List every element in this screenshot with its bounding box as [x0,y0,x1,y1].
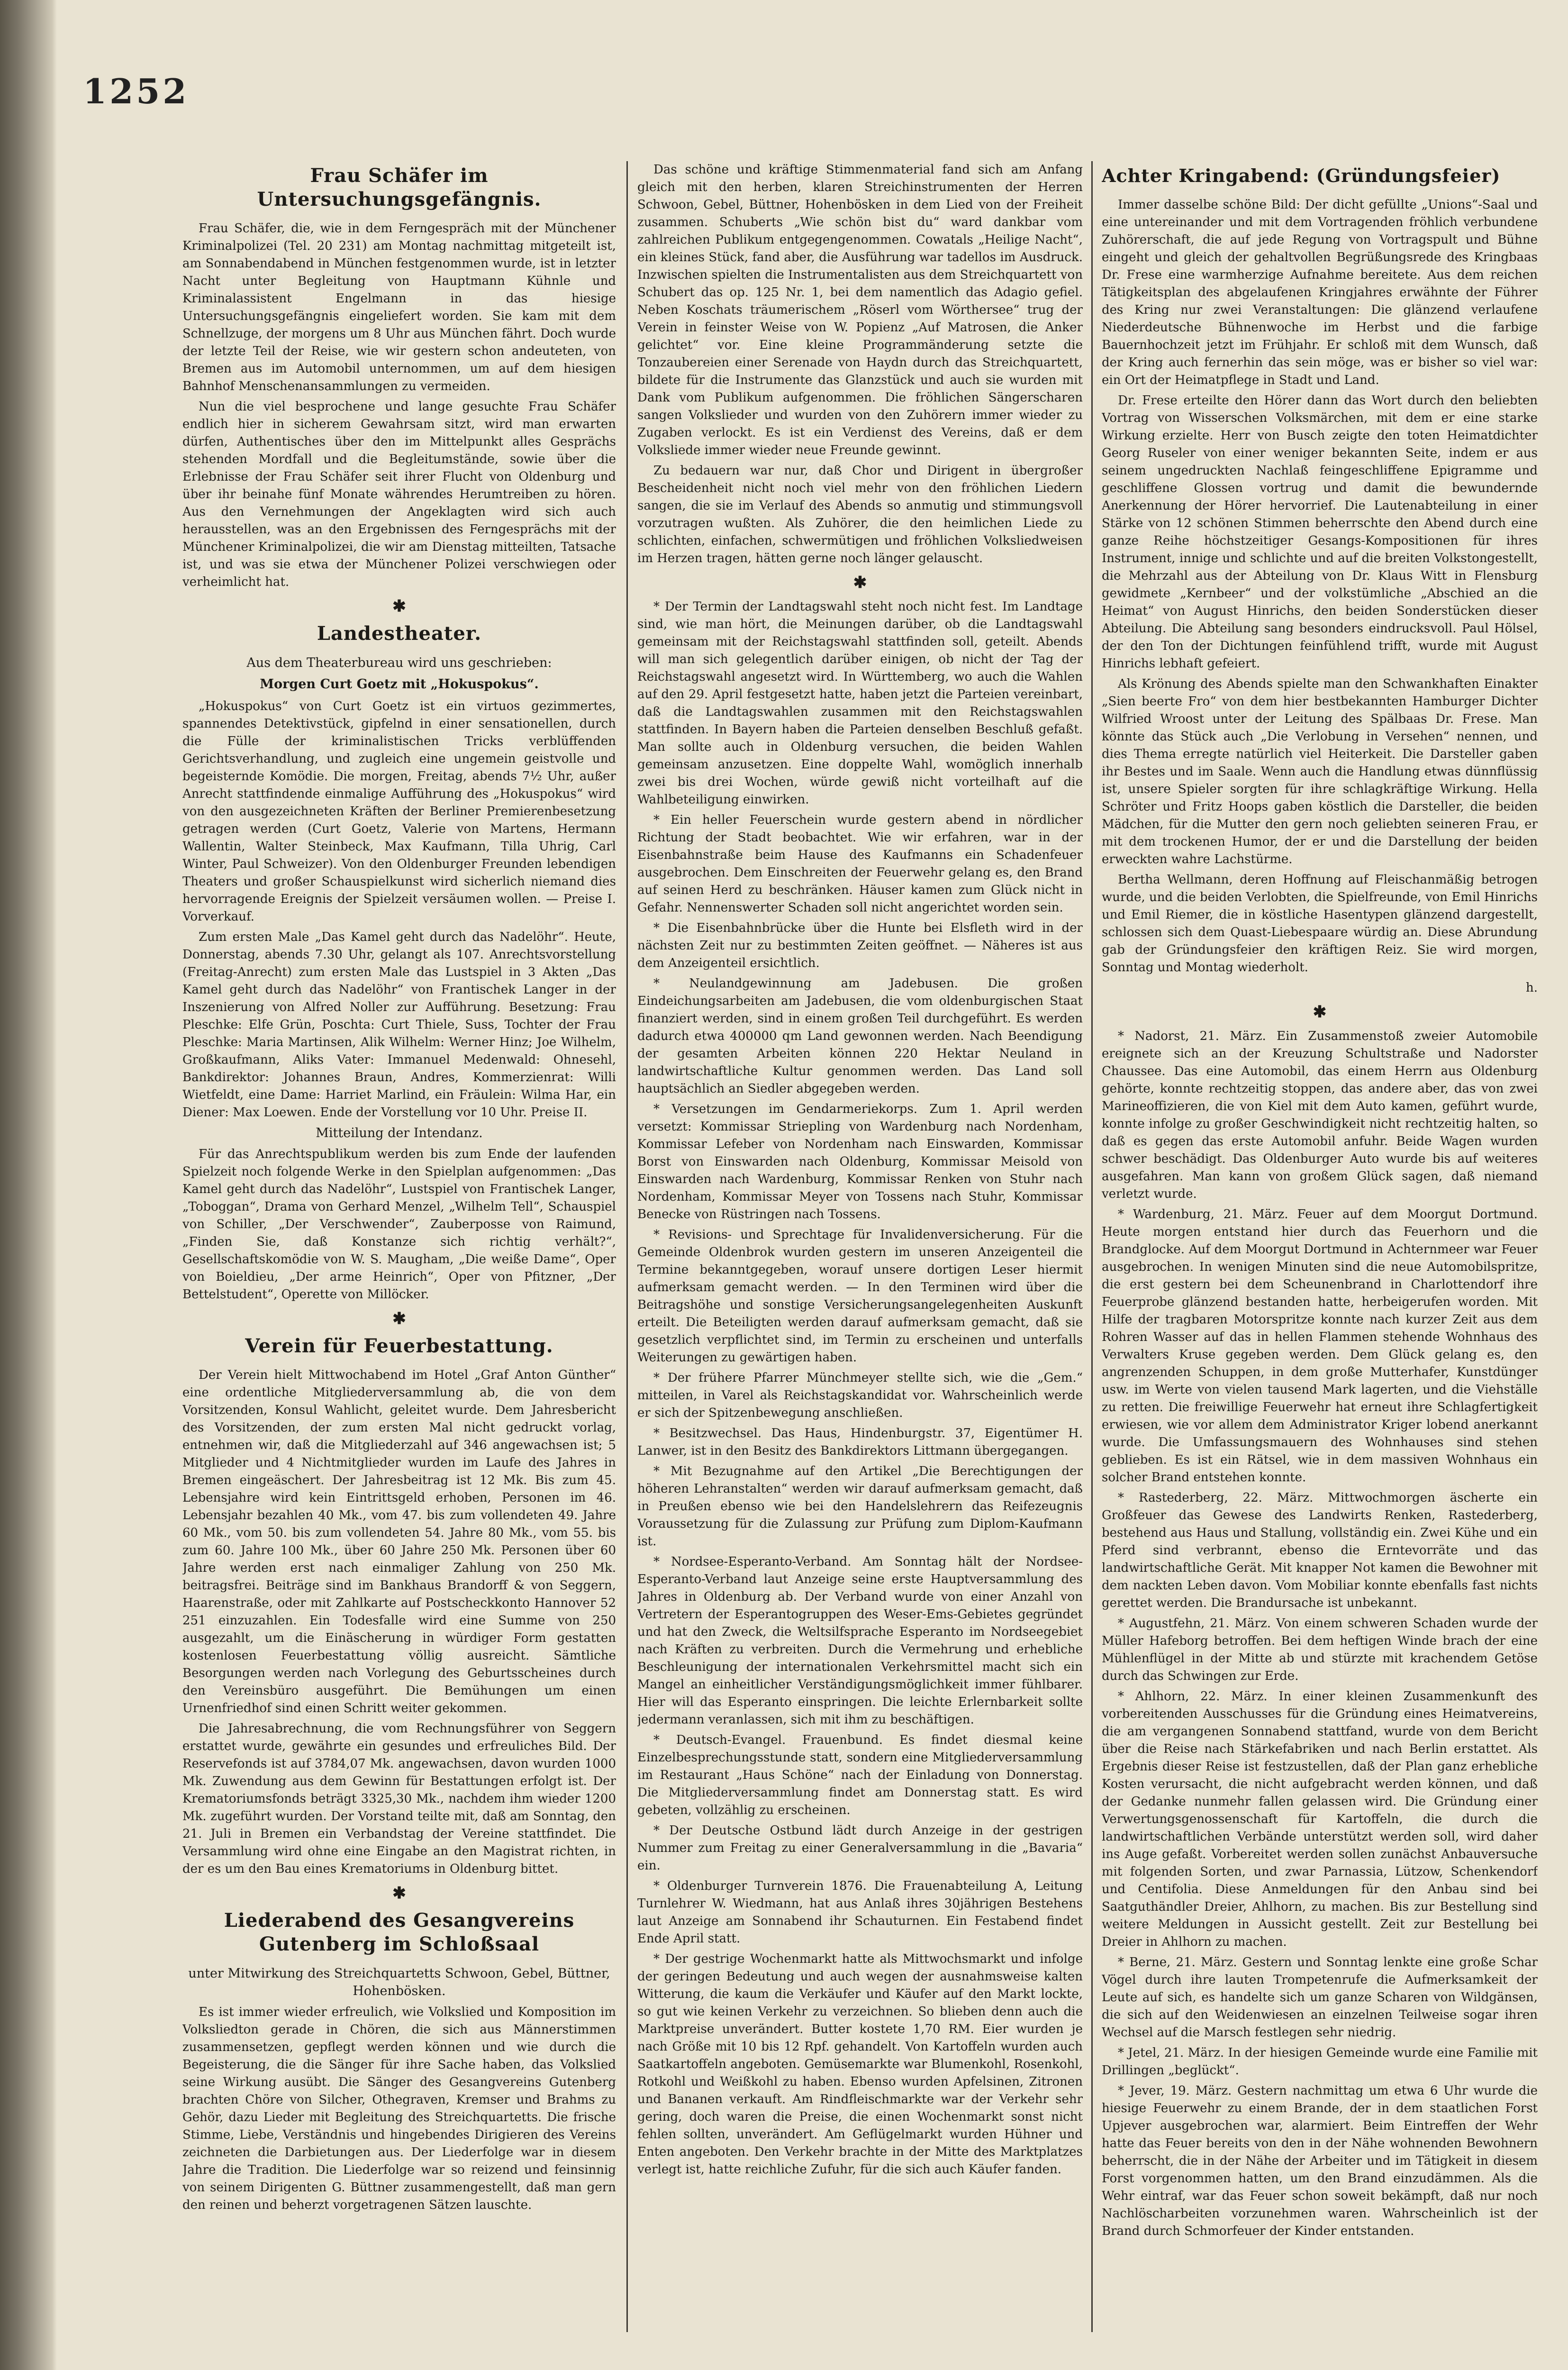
column-1 [182,161,616,2323]
separator-star: ✱ [853,573,867,592]
headline-liederabend: Liederabend des Gesangvereins Gutenberg im Schloßsaal [224,1909,575,1955]
article-paragraph: Zum ersten Male „Das Kamel geht durch das Nadelöhr“. Heute, Donnerstag, abends 7.30 Uhr, gelangt als 107. Anrechtsvorstellung (Freitag-Anrecht) zum ersten Male das Lustspiel in 3 Akten „Das Kamel geht durch das Nadelöhr“ von Frantischek Langer in der Inszenierung von Alfred Noller zur Aufführung. Besetzung: Frau Pleschke: Elfe Grün, Poschta: Curt Thiele, Suss, Tochter der Frau Pleschke: Maria Martinsen, Alik Wilhelm: Werner Hinz; Joe Wilhelm, Großkaufmann, Aliks Vater: Immanuel Medenwald: Ohnesehl, Bankdirektor: Johannes Braun, Andres, Kommerzienrat: Willi Wietfeldt, eine Dame: Harriet Marlind, ein Fräulein: Wilma Har, ein Diener: Max Loewen. Ende der Vorstellung vor 10 Uhr. Preise II. [182,930,616,1120]
subheading: Morgen Curt Goetz mit „Hokuspokus“. [260,677,539,692]
headline-landestheater: Landestheater. [317,622,482,645]
news-item: * Deutsch-Evangel. Frauenbund. Es findet diesmal keine Einzelbesprechungsstunde statt, sondern eine Mitgliederversammlung im Restaurant „Haus Schöne“ nach der Einladung von Donnerstag. Die Mitgliederversammlung findet am Donnerstag statt. Es wird gebeten, vollzählig zu erscheinen. [637,1733,1083,1817]
headline-kringabend: Achter Kringabend: (Gründungsfeier) [1102,165,1501,186]
news-item: * Nordsee-Esperanto-Verband. Am Sonntag hält der Nordsee-Esperanto-Verband laut Anzeige seine erste Hauptversammlung des Jahres in Oldenburg ab. Der Verband wurde von einer Anzahl von Vertretern der Esperantogruppen des Weser-Ems-Gebietes gegründet und hat den Zweck, die Weltsilfsprache Esperanto im Nordseegebiet nach Kräften zu verbreiten. Durch die Vermehrung und erhebliche Beschleunigung der internationalen Verkehrsmittel macht sich ein Mangel an einheitlicher Verständigungsmöglichkeit immer fühlbarer. Hier will das Esperanto einspringen. Die leichte Erlernbarkeit sollte jedermann veranlassen, sich mit ihm zu beschäftigen. [637,1555,1083,1727]
separator-star: ✱ [392,597,406,616]
article-paragraph: „Hokuspokus“ von Curt Goetz ist ein virtuos gezimmertes, spannendes Detektivstück, gipfelnd in einer sensationellen, durch die Fülle der kriminalistischen Tricks verblüffenden Gerichtsverhandlung, und zugleich eine ungemein geistvolle und begeisternde Komödie. Die morgen, Freitag, abends 7½ Uhr, außer Anrecht stattfindende einmalige Aufführung des „Hokuspokus“ wird von den ausgezeichneten Kräften der Berliner Premierenbesetzung getragen werden (Curt Goetz, Valerie von Martens, Hermann Wallentin, Walter Steinbeck, Max Kaufmann, Tilla Uhrig, Carl Winter, Paul Schweizer). Von den Oldenburger Freunden lebendigen Theaters und großer Schauspielkunst wird sicherlich niemand dies hervorragende Ereignis der Spielzeit versäumen wollen. — Preise I. Vorverkauf. [182,699,616,924]
article-paragraph: Es ist immer wieder erfreulich, wie Volkslied und Komposition im Volksliedton gerade in Chören, die sich aus Männerstimmen zusammensetzen, gepflegt werden können und wie durch die Begeisterung, die die Sänger für ihre Sache haben, das Volkslied seine Wirkung ausübt. Die Sänger des Gesangvereins Gutenberg brachten Chöre von Silcher, Othegraven, Kremser und Brahms zu Gehör, dazu Lieder mit Begleitung des Streichquartetts. Die frische Stimme, Liebe, Verständnis und hingebendes Dirigieren des Vereins zeichneten die Darbietungen aus. Der Liederfolge war in diesem Jahre die Tradition. Die Liederfolge war so reizend und feinsinnig von seinem Dirigenten G. Büttner zusammengestellt, daß man gern den reinen und beherzt vorgetragenen Sätzen lauschte. [182,2005,616,2212]
news-item: * Der frühere Pfarrer Münchmeyer stellte sich, wie die „Gem.“ mitteilen, in Varel als Reichstagskandidat vor. Wahrscheinlich werde er sich der Spitzenbewegung anschließen. [637,1371,1083,1420]
subheading: Aus dem Theaterbureau wird uns geschrieben: [246,656,552,670]
news-item: * Berne, 21. März. Gestern und Sonntag lenkte eine große Schar Vögel durch ihre lauten Trompetenrufe die Aufmerksamkeit der Leute auf sich, es handelte sich um ganze Scharen von Wildgänsen, die sich auf den Weidenwiesen an einzelnen Teilweise sogar ihren Wechsel auf die Marsch festlegen sehr niedrig. [1102,1955,1538,2040]
author-signature: h. [1525,981,1538,995]
news-item: * Wardenburg, 21. März. Feuer auf dem Moorgut Dortmund. Heute morgen entstand hier durch das Feuerhorn und die Brandglocke. Auf dem Moorgut Dortmund in Achternmeer war Feuer ausgebrochen. In wenigen Minuten sind die neue Automobilspritze, die erst gestern bei dem Scheunenbrand in Charlottendorf ihre Feuerprobe glänzend bestanden hatte, herbeigerufen worden. Mit Hilfe der tragbaren Motorspritze konnte nach kurzer Zeit aus dem Rohren Wasser auf das in hellen Flammen stehende Wohnhaus des Verwalters Kruse gegeben werden. Dem Glück gelang es, den angrenzenden Schuppen, in dem große Mutterhafer, Kunstdünger usw. im Werte von vielen tausend Mark lagerten, und die Viehställe zu retten. Die freiwillige Feuerwehr hat erneut ihre Schlagfertigkeit erwiesen, wie vor allem dem Administrator Kriger lobend anerkannt wurde. Die Umfassungsmauern des Wohnhauses sind stehen geblieben. Es ist ein Rätsel, wie in dem massiven Wohnhaus ein solcher Brand entstehen konnte. [1102,1207,1538,1485]
column-rule [1091,161,1093,2332]
article-paragraph: Als Krönung des Abends spielte man den Schwankhaften Einakter „Sien beerte Fro“ von dem hier bestbekannten Hamburger Dichter Wilfried Wroost unter der Leitung des Spälbaas Dr. Frese. Man könnte das Stück auch „Die Verlobung in Versehen“ nennen, und dies Thema erregte natürlich viel Heiterkeit. Die Darsteller gaben ihr Bestes und im Saale. Wenn auch die Handlung etwas dünnflüssig ist, unsere Spieler sorgten für ihre schlagkräftige Wirkung. Hella Schröter und Fritz Hoops gaben köstlich die Darsteller, die beiden Mädchen, für die Mutter den gern noch geliebten seineren Frau, er mit dem trockenen Humor, der er und die Darstellung der beiden erweckten wahre Lachstürme. [1102,677,1538,866]
news-item: * Augustfehn, 21. März. Von einem schweren Schaden wurde der Müller Hafeborg betroffen. Bei dem heftigen Winde brach der eine Mühlenflügel in der Mitte ab und stürzte mit krachendem Getöse durch das Schwingen zur Erde. [1102,1616,1538,1683]
article-paragraph: Frau Schäfer, die, wie in dem Ferngespräch mit der Münchener Kriminalpolizei (Tel. 20 231) am Montag nachmittag mitgeteilt ist, am Sonnabendabend in München festgenommen wurde, ist in letzter Nacht unter Begleitung von Hauptmann Kühnle und Kriminalassistent Engelmann in das hiesige Untersuchungsgefängnis eingeliefert worden. Sie kam mit dem Schnellzuge, der morgens um 8 Uhr aus München fährt. Doch wurde der letzte Teil der Reise, wie wir gestern schon andeuteten, von Bremen aus im Automobil unternommen, um auf dem hiesigen Bahnhof Menschenansammlungen zu vermeiden. [182,221,616,393]
subheading: unter Mitwirkung des Streichquartetts Schwoon, Gebel, Büttner, Hohenbösken. [188,1966,610,1998]
page-number: 1252 [83,71,190,111]
news-item: * Die Eisenbahnbrücke über die Hunte bei Elsfleth wird in der nächsten Zeit nur zu bestimmten Zeiten geöffnet. — Näheres ist aus dem Anzeigenteil ersichtlich. [637,921,1083,970]
news-item: * Der Deutsche Ostbund lädt durch Anzeige in der gestrigen Nummer zum Freitag zu einer Generalversammlung in die „Bavaria“ ein. [637,1823,1083,1873]
article-paragraph: Immer dasselbe schöne Bild: Der dicht gefüllte „Unions“-Saal und eine untereinander und mit dem Vortragenden fröhlich verbundene Zuhörerschaft, die auf jede Regung von Vortragspult und Bühne eingeht und gleich der gehaltvollen Begrüßungsrede des Kringbaas Dr. Frese eine warmherzige Aufnahme bereitete. Aus dem reichen Tätigkeitsplan des abgelaufenen Kringjahres erwähnte der Führer des Kring nur zwei Veranstaltungen: Die glänzend verlaufene Niederdeutsche Bühnenwoche im Herbst und die farbige Bauernhochzeit jetzt im Frühjahr. Er schloß mit dem Wunsch, daß der Kring auch fernerhin das sein möge, was er bisher so viel war: ein Ort der Heimatpflege in Stadt und Land. [1102,198,1538,387]
column-3 [1102,161,1538,2323]
news-item: * Nadorst, 21. März. Ein Zusammenstoß zweier Automobile ereignete sich an der Kreuzung Schultstraße und Nadorster Chaussee. Das eine Automobil, das einem Herrn aus Oldenburg gehörte, konnte rechtzeitig stoppen, das andere aber, das von zwei Marineoffizieren, die von Kiel mit dem Auto kamen, geführt wurde, konnte infolge zu großer Geschwindigkeit nicht rechtzeitig halten, so daß es gegen das erste Automobil anfuhr. Beide Wagen wurden schwer beschädigt. Das Oldenburger Auto wurde bis auf weiteres ausgefahren. Man kann von großem Glück sagen, daß niemand verletzt wurde. [1102,1029,1538,1201]
news-item: * Der Termin der Landtagswahl steht noch nicht fest. Im Landtage sind, wie man hört, die Meinungen darüber, ob die Landtagswahl gemeinsam mit der Reichstagswahl stattfinden soll, geteilt. Abends will man sich gelegentlich darüber einigen, ob nicht der Tag der Reichstagswahl angesetzt wird. In Württemberg, wo auch die Wahlen auf den 29. April festgesetzt hatte, haben jetzt die Parteien vereinbart, daß die Landtagswahlen zusammen mit den Reichstagswahlen stattfinden. In Bayern haben die Parteien denselben Beschluß gefaßt. Man sollte auch in Oldenburg versuchen, die beiden Wahlen gemeinsam anzusetzen. Eine doppelte Wahl, womöglich innerhalb zwei bis drei Wochen, würde gewiß nicht vorteilhaft auf die Wahlbeteiligung einwirken. [637,600,1083,807]
article-paragraph: Nun die viel besprochene und lange gesuchte Frau Schäfer endlich hier in sicherem Gewahrsam sitzt, wird man erwarten dürfen, Authentisches über den im Mittelpunkt alles Gesprächs stehenden Mordfall und die Begleitumstände, sowie über die Erlebnisse der Frau Schäfer seit ihrer Flucht von Oldenburg und über ihr beinahe fünf Monate währendes Herumtreiben zu hören. Aus den Vernehmungen der Angeklagten wird sich auch herausstellen, was an den Ergebnissen des Ferngesprächs mit der Münchener Kriminalpolizei, die wir am Dienstag mitteilten, Tatsache ist, und was sie etwa der Münchener Polizei verschwiegen oder verheimlicht hat. [182,400,616,589]
news-item: * Jever, 19. März. Gestern nachmittag um etwa 6 Uhr wurde die hiesige Feuerwehr zu einem Brande, der in dem staatlichen Forst Upjever ausgebrochen war, alarmiert. Beim Eintreffen der Wehr hatte das Feuer bereits von den in der Nähe wohnenden Bewohnern beherrscht, die in der Nähe der Arbeiter und im Tätigkeit in diesem Forst vorgenommen hatten, um den Brand einzudämmen. Als die Wehr eintraf, war das Feuer schon soweit bekämpft, daß nur noch Nachlöscharbeiten vorzunehmen waren. Wahrscheinlich ist der Brand durch Schmorfeuer der Kinder entstanden. [1102,2084,1538,2238]
column-rule [626,161,628,2332]
news-item: * Neulandgewinnung am Jadebusen. Die großen Eindeichungsarbeiten am Jadebusen, die vom oldenburgischen Staat finanziert werden, sind in einem großen Teil durchgeführt. Es werden dadurch etwa 400000 qm Land gewonnen werden. Nach Beendigung der gesamten Arbeiten können 220 Hektar Neuland in landwirtschaftliche Kultur genommen werden. Das Land soll hauptsächlich an Siedler abgegeben werden. [637,976,1083,1096]
headline-verein-feuerbestattung: Verein für Feuerbestattung. [245,1335,553,1357]
article-paragraph: Für das Anrechtspublikum werden bis zum Ende der laufenden Spielzeit noch folgende Werke in den Spielplan aufgenommen: „Das Kamel geht durch das Nadelöhr“, Lustspiel von Frantischek Langer, „Toboggan“, Drama von Gerhard Menzel, „Wilhelm Tell“, Schauspiel von Schiller, „Der Verschwender“, Zauberposse von Raimund, „Finden Sie, daß Konstanze sich richtig verhält?“, Gesellschaftskomödie von W. S. Maugham, „Die weiße Dame“, Oper von Boieldieu, „Der arme Heinrich“, Oper von Pfitzner, „Der Bettelstudent“, Operette von Millöcker. [182,1147,616,1302]
news-item: * Ein heller Feuerschein wurde gestern abend in nördlicher Richtung der Stadt beobachtet. Wie wir erfahren, war in der Eisenbahnstraße beim Hause des Kaufmanns ein Schadenfeuer ausgebrochen. Dem Einschreiten der Feuerwehr gelang es, den Brand auf seinen Herd zu beschränken. Häuser kamen zum Glück nicht in Gefahr. Nennenswerter Schaden soll nicht angerichtet worden sein. [637,813,1083,915]
news-item: * Ahlhorn, 22. März. In einer kleinen Zusammenkunft des vorbereitenden Ausschusses für die Gründung eines Heimatvereins, die am vergangenen Sonnabend stattfand, wurde von dem Bericht über die Reise nach Stärkefabriken und nach Berlin erstattet. Als Ergebnis dieser Reise ist festzustellen, daß der Plan ganz erhebliche Kosten verursacht, die nicht aufgebracht werden können, und daß der Gedanke nunmehr fallen gelassen wird. Die Gründung einer Verwertungsgenossenschaft für Kartoffeln, die durch die landwirtschaftlichen Verbände unterstützt werden soll, wird daher ins Auge gefaßt. Vorbereitet werden sollen zunächst Anbauversuche mit folgenden Sorten, und zwar Parnassia, Lützow, Schenkendorf und Centifolia. Diese Anmeldungen für den Anbau sind bei Saatguthändler Dreier, Ahlhorn, zu machen. Bis zur Bestellung sind weitere Meldungen in Aussicht gestellt. Zeit zur Bestellung bei Dreier in Ahlhorn zu machen. [1102,1689,1538,1949]
article-paragraph: Die Jahresabrechnung, die vom Rechnungsführer von Seggern erstattet wurde, gewährte ein gesundes und erfreuliches Bild. Der Reservefonds ist auf 3784,07 Mk. angewachsen, davon wurden 1000 Mk. Zuwendung aus dem Gewinn für Bestattungen erfolgt ist. Der Krematoriumsfonds beträgt 3325,30 Mk., nachdem ihm wieder 1200 Mk. zugeführt wurden. Der Vorstand teilte mit, daß am Sonntag, den 21. Juli in Bremen ein Verbandstag der Vereine stattfindet. Die Versammlung wird ohne eine Eingabe an den Magistrat richten, in der es um den Bau eines Krematoriums in Oldenburg bittet. [182,1722,616,1876]
news-item: * Rastederberg, 22. März. Mittwochmorgen äscherte ein Großfeuer das Gewese des Landwirts Renken, Rastederberg, bestehend aus Haus und Stallung, vollständig ein. Zwei Kühe und ein Pferd sind verbrannt, ebenso die Erntevorräte und das landwirtschaftliche Gerät. Mit knapper Not kamen die Bewohner mit dem nackten Leben davon. Vom Mobiliar konnte ebenfalls fast nichts gerettet werden. Die Brandursache ist unbekannt. [1102,1491,1538,1610]
article-paragraph: Der Verein hielt Mittwochabend im Hotel „Graf Anton Günther“ eine ordentliche Mitgliederversammlung ab, die von dem Vorsitzenden, Konsul Wahlicht, geleitet wurde. Dem Jahresbericht des Vorsitzenden, der zum ersten Mal nicht gedruckt vorlag, entnehmen wir, daß die Mitgliederzahl auf 346 angewachsen ist; 5 Mitglieder und 4 Nichtmitglieder wurden im Laufe des Jahres in Bremen eingeäschert. Der Jahresbeitrag ist 12 Mk. Bis zum 45. Lebensjahre wird kein Eintrittsgeld erhoben, Personen im 46. Lebensjahr bezahlen 40 Mk., vom 47. bis zum vollendeten 49. Jahre 60 Mk., vom 50. bis zum vollendeten 54. Jahre 80 Mk., vom 55. bis zum 60. Jahre 100 Mk., über 60 Jahre 250 Mk. Personen über 60 Jahre werden erst nach einmaliger Zahlung von 250 Mk. beitragsfrei. Beiträge sind im Bankhaus Brandorff & von Seggern, Haarenstraße, oder mit Zahlkarte auf Postscheckkonto Hannover 52 251 einzuzahlen. Ein Todesfalle wird eine Summe von 250 ausgezahlt, um die Einäscherung in würdiger Form gestatten kostenlosen Feuerbestattung völlig ausreicht. Sämtliche Besorgungen werden nach Vorlegung des Geburtsscheines durch den Vereinsbüro ausgeführt. Die Bemühungen um einen Urnenfriedhof sind einen Schritt weiter gekommen. [182,1368,616,1715]
news-item: * Besitzwechsel. Das Haus, Hindenburgstr. 37, Eigentümer H. Lanwer, ist in den Besitz des Bankdirektors Littmann übergegangen. [637,1426,1083,1458]
separator-star: ✱ [392,1309,406,1328]
article-paragraph: Zu bedauern war nur, daß Chor und Dirigent in übergroßer Bescheidenheit nicht noch viel mehr von den fröhlichen Liedern sangen, die sie im Verlauf des Abends so anmutig und stimmungsvoll vorzutragen wußten. Als Zuhörer, die den heimlichen Liede zu schlichten, einfachen, schwermütigen und fröhlichen Volksliedweisen im Herzen tragen, hätten gerne noch länger gelauscht. [637,464,1083,565]
headline-frau-schaefer: Frau Schäfer im Untersuchungsgefängnis. [257,164,542,210]
article-paragraph: Das schöne und kräftige Stimmenmaterial fand sich am Anfang gleich mit den herben, klaren Streichinstrumenten der Herren Schwoon, Gebel, Büttner, Hohenbösken in dem Lied von der Freiheit zusammen. Schuberts „Wie schön bist du“ ward dankbar vom zahlreichen Publikum entgegengenommen. Cowatals „Heilige Nacht“, ein kleines Stück, fand aber, die Ausführung war tadellos im Ausdruck. Inzwischen spielten die Instrumentalisten aus dem Streichquartett von Schubert das op. 125 Nr. 1, bei dem namentlich das Adagio gefiel. Neben Koschats träumerischem „Röserl vom Wörthersee“ trug der Verein in feinster Weise von W. Popienz „Auf Matrosen, die Anker gelichtet“ vor. Eine kleine Programmänderung setzte die Tonzaubereien einer Serenade von Haydn durch das Streichquartett, bildete für die Instrumente das Glanzstück und auch sie wurden mit Dank vom Publikum aufgenommen. Die fröhlichen Sängerscharen sangen Volkslieder und wurden von den Zuhörern immer wieder zu Zugaben verlockt. Es ist ein Verdienst des Vereins, daß er dem Volksliede immer wieder neue Freunde gewinnt. [637,163,1083,457]
column-2 [637,161,1083,2342]
news-item: * Der gestrige Wochenmarkt hatte als Mittwochsmarkt und infolge der geringen Bedeutung und auch wegen der ausnahmsweise kalten Witterung, die kaum die Verkäufer und Käufer auf den Markt lockte, so gut wie keinen Verkehr zu verzeichnen. So blieben denn auch die Marktpreise unverändert. Butter kostete 1,70 RM. Eier wurden je nach Größe mit 10 bis 12 Rpf. gehandelt. Von Kartoffeln wurden auch Saatkartoffeln angeboten. Gemüsemarkte war Blumenkohl, Rosenkohl, Rotkohl und Weißkohl zu haben. Ebenso wurden Apfelsinen, Zitronen und Bananen verkauft. Am Rindfleischmarkte war der Verkehr sehr gering, doch waren die Preise, die einen Wochenmarkt sonst nicht fehlen sollten, unverändert. Am Geflügelmarkt wurden Hühner und Enten angeboten. Den Verkehr brachte in der Mitte des Marktplatzes verlegt ist, hatte reichliche Zufuhr, für die sich auch Käufer fanden. [637,1952,1083,2177]
news-item: * Versetzungen im Gendarmeriekorps. Zum 1. April werden versetzt: Kommissar Striepling von Wardenburg nach Nordenham, Kommissar Lefeber von Nordenham nach Einswarden, Kommissar Borst von Einswarden nach Oldenburg, Kommissar Meisold von Einswarden nach Wardenburg, Kommissar Renken von Stuhr nach Nordenham, Kommissar Meyer von Tossens nach Stuhr, Kommissar Benecke von Rüstringen nach Tossens. [637,1102,1083,1221]
news-item: * Mit Bezugnahme auf den Artikel „Die Berechtigungen der höheren Lehranstalten“ werden wir darauf aufmerksam gemacht, daß in Preußen ebenso wie bei den Handelslehrern das Reifezeugnis Voraussetzung für die Zulassung zur Prüfung zum Diplom-Kaufmann ist. [637,1464,1083,1549]
page-edge [0,0,57,2370]
separator-star: ✱ [1313,1003,1327,1021]
news-item: * Oldenburger Turnverein 1876. Die Frauenabteilung A, Leitung Turnlehrer W. Wiedmann, hat aus Anlaß ihres 30jährigen Bestehens laut Anzeige am Sonnabend ihr Schauturnen. Ein Festabend findet Ende April statt. [637,1879,1083,1946]
news-item: * Revisions- und Sprechtage für Invalidenversicherung. Für die Gemeinde Oldenbrok wurden gestern im unseren Anzeigenteil die Termine bekanntgegeben, worauf unsere dortigen Leser hiermit aufmerksam gemacht werden. — In den Terminen wird über die Beitragshöhe und sonstige Versicherungsangelegenheiten Auskunft erteilt. Die Beteiligten werden darauf aufmerksam gemacht, daß sie gesetzlich verpflichtet sind, im Termin zu erscheinen und unterfalls Weiterungen zu gewärtigen haben. [637,1228,1083,1365]
article-paragraph: Bertha Wellmann, deren Hoffnung auf Fleischanmäßig betrogen wurde, und die beiden Verlobten, die Spielfreunde, von Emil Hinrichs und Emil Riemer, die in köstliche Hasentypen glänzend dargestellt, schlossen sich dem Quast-Liebespaare würdig an. Diese Abrundung gab der Gründungsfeier den kräftigen Reiz. Sie wird morgen, Sonntag und Montag wiederholt. [1102,873,1538,975]
subheading: Mitteilung der Intendanz. [316,1126,483,1140]
news-item: * Jetel, 21. März. In der hiesigen Gemeinde wurde eine Familie mit Drillingen „beglückt“. [1102,2046,1538,2078]
separator-star: ✱ [392,1884,406,1903]
article-paragraph: Dr. Frese erteilte den Hörer dann das Wort durch den beliebten Vortrag von Wisserschen Volksmärchen, mit dem er eine starke Wirkung erzielte. Herr von Busch zeigte den toten Heimatdichter Georg Ruseler von einer weniger bekannten Seite, indem er aus seinem ungedruckten Nachlaß feingeschliffene Epigramme und geschliffene Glossen vortrug und damit die bewundernde Anerkennung der Hörer hervorrief. Die Lautenabteilung in einer Stärke von 12 schönen Stimmen beherrschte den Abend durch eine ganze Reihe höchstzeitiger Gesangs-Kompositionen für ihres Instrument, innige und schlichte und auf die breiten Volkstongestellt, die Mehrzahl aus der Abteilung von Dr. Klaus Witt in Flensburg gewidmete „Kernbeer“ und der volkstümliche „Abschied an die Heimat“ von August Hinrichs, den beiden Sonderstücken dieser Abteilung. Die Abteilung sang besonders eindrucksvoll. Paul Hölsel, der den Ton der Dichtungen feinfühlend trifft, wurde mit August Hinrichs lebhaft gefeiert. [1102,393,1538,671]
